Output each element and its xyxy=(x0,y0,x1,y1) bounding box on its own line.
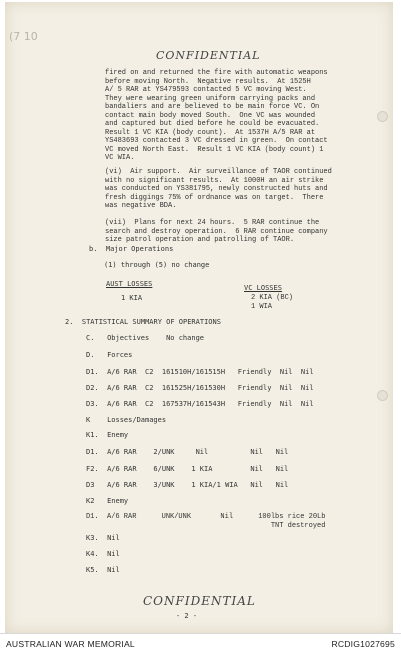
pencil-corner-mark: (7 10 xyxy=(9,30,38,43)
stats-row: K4. Nil xyxy=(86,550,120,558)
stats-row: K3. Nil xyxy=(86,534,120,542)
footer-source: AUSTRALIAN WAR MEMORIAL xyxy=(6,639,135,649)
stats-row: F2. A/6 RAR 6/UNK 1 KIA Nil Nil xyxy=(86,465,289,473)
stats-row: D1. A/6 RAR UNK/UNK Nil 100lbs rice 20Lb TNT destroyed xyxy=(86,513,326,530)
page-number: - 2 - xyxy=(176,612,198,620)
archive-footer xyxy=(0,633,401,655)
vc-losses-label: VC LOSSES xyxy=(244,284,282,292)
narrative-paragraph: fired on and returned the fire with automatic weapons before moving North. Negative results. At 1525H A/ 5 RAR at YS479593 contacted 5 VC moving West. They were wearing green uniform carrying packs and bandaliers and are believed to be main force VC. On contact main body moved South. One VC was wounded and captured but died before he could be evacuated. Result 1 VC KIA (body count). At 1537H A/5 RAR at YS483693 contacted 3 VC dressed in green. On contact VC moved North East. Result 1 VC KIA (body count) 1 VC WIA. xyxy=(105,69,328,162)
punch-hole xyxy=(377,390,388,401)
major-operations-heading: b. Major Operations xyxy=(89,245,174,253)
stats-row: D. Forces xyxy=(86,351,133,359)
stats-row: D1. A/6 RAR 2/UNK Nil Nil Nil xyxy=(86,448,289,456)
stats-row: K2 Enemy xyxy=(86,497,129,505)
plans-paragraph: (vii) Plans for next 24 hours. 5 RAR continue the search and destroy operation. 6 RAR continue company size patrol operation and patrolling of TAOR. xyxy=(105,219,328,244)
header-confidential-stamp: CONFIDENTIAL xyxy=(156,49,261,62)
stats-row: D1. A/6 RAR C2 161510H/161515H Friendly Nil Nil xyxy=(86,368,314,376)
section-2-heading: 2. STATISTICAL SUMMARY OF OPERATIONS xyxy=(65,318,221,326)
footer-record-id: RCDIG1027695 xyxy=(331,639,395,649)
stats-row: D2. A/6 RAR C2 161525H/161530H Friendly Nil Nil xyxy=(86,384,314,392)
stats-row: C. Objectives No change xyxy=(86,334,205,342)
stats-row: K1. Enemy xyxy=(86,431,129,439)
punch-hole xyxy=(377,111,388,122)
document-page xyxy=(5,2,393,633)
stats-row: K5. Nil xyxy=(86,566,120,574)
major-operations-line: (1) through (5) no change xyxy=(104,261,210,269)
stats-row: D3. A/6 RAR C2 167537H/161543H Friendly Nil Nil xyxy=(86,400,314,408)
aust-losses-value: 1 KIA xyxy=(121,294,143,302)
aust-losses-label: AUST LOSSES xyxy=(106,280,153,288)
air-support-paragraph: (vi) Air support. Air surveillance of TAOR continued with no significant results. At 1000H an air strike was conducted on YS381795, newly constructed huts and fresh diggings 75% of ordnance was on target. There was negative BDA. xyxy=(105,168,332,210)
stats-row: D3 A/6 RAR 3/UNK 1 KIA/1 WIA Nil Nil xyxy=(86,481,289,489)
vc-losses-value: 2 KIA (BC) 1 WIA xyxy=(251,294,294,311)
stats-row: K Losses/Damages xyxy=(86,416,167,424)
footer-confidential-stamp: CONFIDENTIAL xyxy=(143,594,256,608)
